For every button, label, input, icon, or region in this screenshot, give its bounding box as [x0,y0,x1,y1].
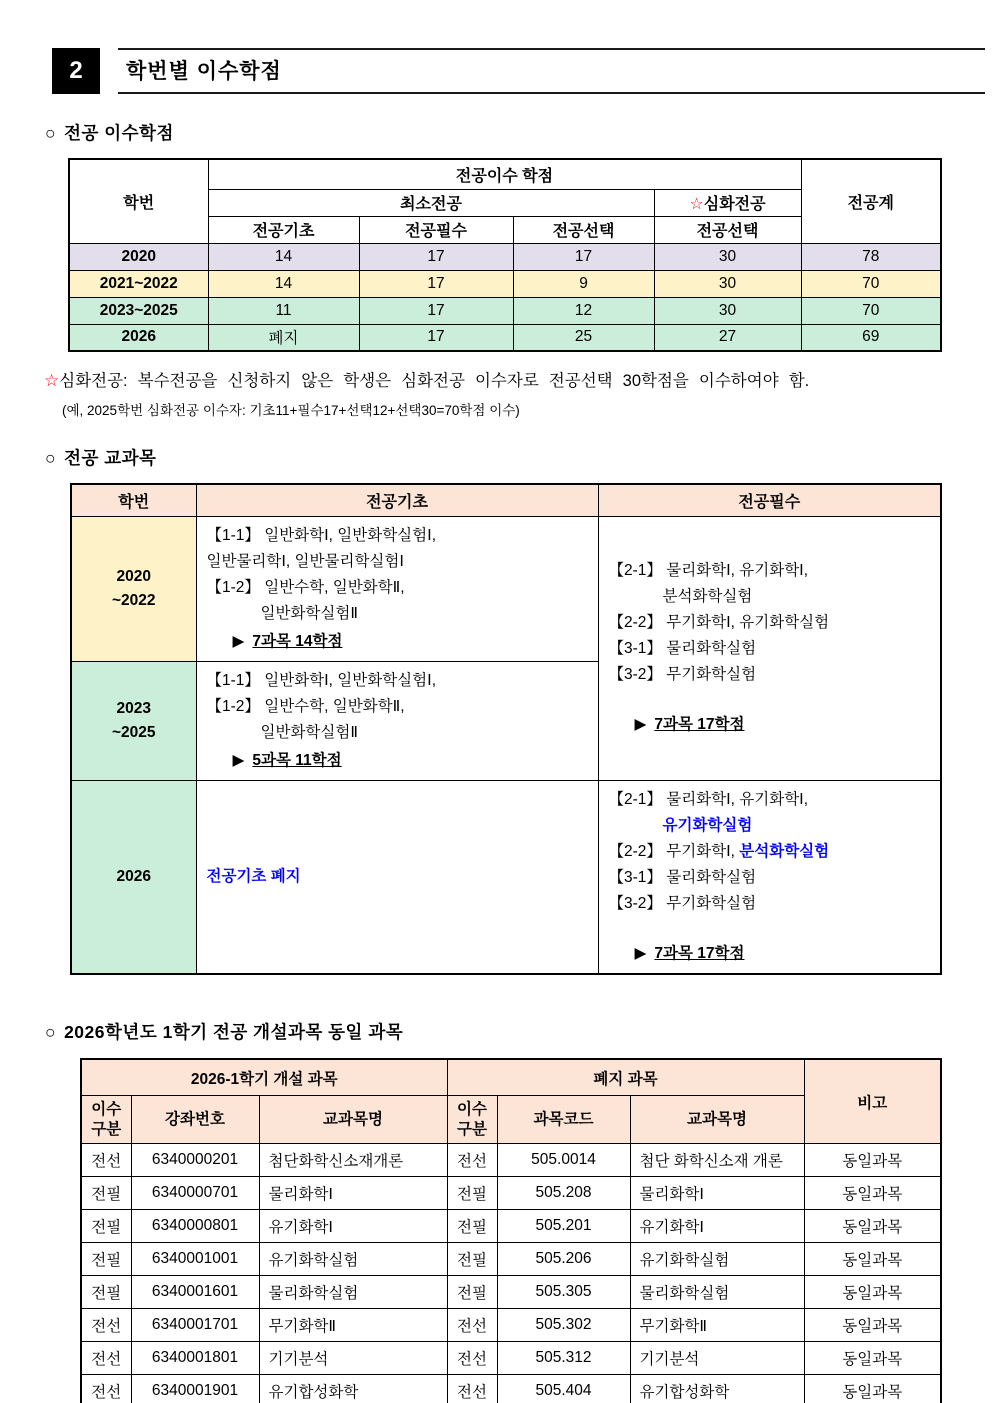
cell-course-name: 무기화학Ⅱ [259,1309,447,1342]
col-header-isu-gubun-open: 이수 구분 [81,1096,131,1144]
col-group-open-courses: 2026-1학기 개설 과목 [81,1059,447,1096]
section-title-major-credits: ○ 전공 이수학점 [45,123,174,143]
cell-type: 전선 [447,1309,497,1342]
col-header-min-major: 최소전공 [208,189,654,216]
cell-course-code: 505.201 [497,1210,630,1243]
cell-course-code: 505.208 [497,1177,630,1210]
circle-bullet-icon: ○ [45,448,57,468]
section-title-identical-courses: ○ 2026학년도 1학기 전공 개설과목 동일 과목 [45,1021,404,1042]
cell-course-name: 유기화학실험 [630,1243,804,1276]
cell-type: 전필 [81,1243,131,1276]
cell-note: 동일과목 [804,1144,941,1177]
table-row [69,270,941,297]
cell-note: 동일과목 [804,1309,941,1342]
table-row [69,243,941,270]
identical-courses-table [80,1058,942,1403]
cell-course-name: 첨단 화학신소재 개론 [630,1144,804,1177]
cell: 30 [654,270,801,297]
cell-course-name: 물리화학실험 [259,1276,447,1309]
major-credits-table [68,158,942,352]
cell-type: 전필 [81,1177,131,1210]
col-header-hakbeon: 학번 [71,484,196,516]
col-group-closed-courses: 폐지 과목 [447,1059,804,1096]
cell-course-no: 6340000801 [131,1210,259,1243]
cell-pilsu-2026: 【2-1】 물리화학Ⅰ, 유기화학Ⅰ, 유기화학실험 【2-2】 무기화학Ⅰ, 분석화학실험 【3-1】 물리화학실험 【3-2】 무기화학실험 ▶ 7과목 17학점 [598,780,941,974]
cell-type: 전필 [81,1210,131,1243]
col-header-isu-gubun-closed: 이수 구분 [447,1096,497,1144]
table-row [81,1375,941,1403]
col-header-major-credits: 전공이수 학점 [208,159,801,189]
cell-year: 2021~2022 [69,270,208,297]
cell-total: 69 [801,324,941,351]
cell-course-name: 유기화학실험 [259,1243,447,1276]
cell: 17 [359,243,513,270]
col-header-seontaek2: 전공선택 [654,216,801,243]
cell-course-no: 6340001601 [131,1276,259,1309]
col-header-course-name-closed: 교과목명 [630,1096,804,1144]
triangle-bullet-icon: ▶ [232,751,245,769]
cell: 17 [513,243,654,270]
cell-course-no: 6340001901 [131,1375,259,1403]
cell-note: 동일과목 [804,1375,941,1403]
table-row [81,1342,941,1375]
cell-type: 전선 [81,1144,131,1177]
cell-course-no: 6340000201 [131,1144,259,1177]
cell-gicho-2020-2022: 【1-1】 일반화학Ⅰ, 일반화학실험Ⅰ, 일반물리학Ⅰ, 일반물리학실험Ⅰ 【1-2】 일반수학, 일반화학Ⅱ, 일반화학실험Ⅱ ▶ 7과목 14학점 [196,516,598,661]
cell-type: 전필 [81,1276,131,1309]
star-icon: ☆ [44,371,60,390]
cell-type: 전필 [447,1276,497,1309]
cell: 11 [208,297,359,324]
table-row [71,780,941,974]
circle-bullet-icon: ○ [45,1021,57,1042]
triangle-bullet-icon: ▶ [232,632,245,650]
cell-year: 2023~2025 [69,297,208,324]
cell-type: 전선 [81,1309,131,1342]
cell-year-2026: 2026 [71,780,196,974]
cell-total: 78 [801,243,941,270]
cell: 25 [513,324,654,351]
cell: 30 [654,297,801,324]
cell-course-name: 유기합성화학 [630,1375,804,1403]
col-header-course-no: 강좌번호 [131,1096,259,1144]
cell: 27 [654,324,801,351]
cell-year: 2020 [69,243,208,270]
table-row [69,297,941,324]
col-header-deep-major: ☆심화전공 [654,189,801,216]
col-header-gicho: 전공기초 [196,484,598,516]
cell-course-no: 6340001001 [131,1243,259,1276]
cell-course-code: 505.305 [497,1276,630,1309]
cell-course-no: 6340001701 [131,1309,259,1342]
cell-course-name: 유기화학Ⅰ [259,1210,447,1243]
cell-gicho-2023-2025: 【1-1】 일반화학Ⅰ, 일반화학실험Ⅰ, 【1-2】 일반수학, 일반화학Ⅱ, 일반화학실험Ⅱ ▶ 5과목 11학점 [196,661,598,780]
triangle-bullet-icon: ▶ [634,944,647,962]
cell-year-2020-2022: 2020 ~2022 [71,516,196,661]
cell-year: 2026 [69,324,208,351]
table-row [81,1309,941,1342]
cell-total: 70 [801,297,941,324]
table-row [81,1177,941,1210]
table-row [71,516,941,661]
cell: 9 [513,270,654,297]
cell-note: 동일과목 [804,1177,941,1210]
triangle-bullet-icon: ▶ [634,716,647,734]
cell-type: 전선 [81,1342,131,1375]
cell-total: 70 [801,270,941,297]
col-header-gicho: 전공기초 [208,216,359,243]
cell-course-name: 유기화학Ⅰ [630,1210,804,1243]
cell-course-name: 물리화학실험 [630,1276,804,1309]
table-row [81,1144,941,1177]
cell-course-code: 505.0014 [497,1144,630,1177]
cell-course-name: 기기분석 [630,1342,804,1375]
cell: 14 [208,243,359,270]
table-row [69,324,941,351]
cell-type: 전필 [447,1177,497,1210]
cell-course-code: 505.206 [497,1243,630,1276]
cell-course-name: 기기분석 [259,1342,447,1375]
cell-course-name: 유기합성화학 [259,1375,447,1403]
cell-type: 전선 [447,1375,497,1403]
deep-major-example-note: (예, 2025학번 심화전공 이수자: 기초11+필수17+선택12+선택30=70학점 이수) [62,403,520,418]
cell-type: 전필 [447,1210,497,1243]
cell-note: 동일과목 [804,1210,941,1243]
col-header-pilsu: 전공필수 [359,216,513,243]
cell-course-name: 물리화학Ⅰ [630,1177,804,1210]
cell-type: 전필 [447,1243,497,1276]
cell: 폐지 [208,324,359,351]
cell-type: 전선 [447,1342,497,1375]
cell-course-name: 물리화학Ⅰ [259,1177,447,1210]
cell: 17 [359,324,513,351]
star-icon: ☆ [689,196,704,213]
cell-year-2023-2025: 2023 ~2025 [71,661,196,780]
cell: 17 [359,297,513,324]
circle-bullet-icon: ○ [45,123,57,143]
cell-course-name: 무기화학Ⅱ [630,1309,804,1342]
cell-type: 전선 [81,1375,131,1403]
table-row [81,1243,941,1276]
section-title-major-courses: ○ 전공 교과목 [45,448,157,468]
cell-course-no: 6340001801 [131,1342,259,1375]
col-header-hakbeon: 학번 [69,159,208,243]
cell-pilsu-2020-2025: 【2-1】 물리화학Ⅰ, 유기화학Ⅰ, 분석화학실험 【2-2】 무기화학Ⅰ, 유기화학실험 【3-1】 물리화학실험 【3-2】 무기화학실험 ▶ 7과목 17학점 [598,516,941,780]
cell-course-name: 첨단화학신소재개론 [259,1144,447,1177]
table-row [81,1210,941,1243]
cell-course-code: 505.312 [497,1342,630,1375]
col-header-bigo: 비고 [804,1059,941,1144]
cell-note: 동일과목 [804,1276,941,1309]
col-header-course-code: 과목코드 [497,1096,630,1144]
cell-course-no: 6340000701 [131,1177,259,1210]
cell-note: 동일과목 [804,1243,941,1276]
cell-note: 동일과목 [804,1342,941,1375]
cell: 14 [208,270,359,297]
cell: 17 [359,270,513,297]
cell: 12 [513,297,654,324]
table-row [81,1276,941,1309]
cell: 30 [654,243,801,270]
cell-gicho-2026: 전공기초 폐지 [196,780,598,974]
deep-major-footnote: ☆심화전공: 복수전공을 신청하지 않은 학생은 심화전공 이수자로 전공선택 30학점을 이수하여야 함. [44,371,810,390]
cell-course-code: 505.404 [497,1375,630,1403]
col-header-course-name-open: 교과목명 [259,1096,447,1144]
col-header-pilsu: 전공필수 [598,484,941,516]
col-header-total: 전공계 [801,159,941,243]
page-header [52,48,985,94]
cell-course-code: 505.302 [497,1309,630,1342]
cell-type: 전선 [447,1144,497,1177]
page-title: 학번별 이수학점 [118,48,985,94]
col-header-seontaek1: 전공선택 [513,216,654,243]
section-number-badge: 2 [52,48,100,94]
major-courses-table [70,483,942,975]
